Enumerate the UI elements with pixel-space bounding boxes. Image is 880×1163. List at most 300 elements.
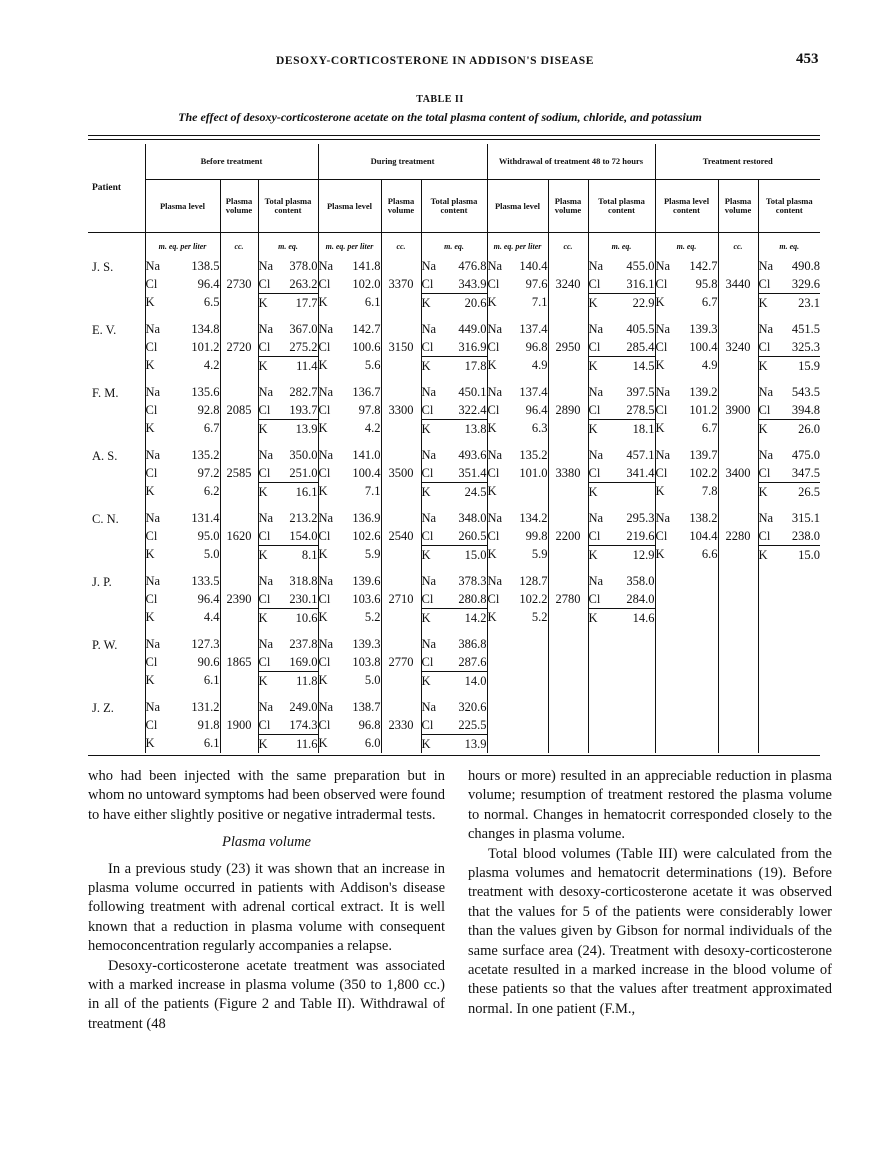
row-spacer: [88, 438, 820, 446]
ion-value: 4.9: [531, 358, 548, 372]
ion-value: 102.2: [689, 466, 718, 480]
ion-value: 6.1: [364, 295, 381, 309]
plasma-level-cell: [655, 383, 718, 438]
ion-value: 5.2: [531, 610, 548, 624]
ion-symbol: K: [258, 674, 268, 688]
ion-symbol: Na: [258, 259, 274, 273]
ion-symbol: Na: [421, 259, 437, 273]
ion-symbol: Cl: [318, 466, 331, 480]
ion-symbol: Cl: [259, 401, 279, 420]
ion-symbol: K: [421, 674, 431, 688]
ion-symbol: Cl: [422, 401, 444, 420]
table-top-rule-2: [88, 139, 820, 140]
ion-value: 14.2: [464, 611, 487, 625]
ion-symbol: K: [487, 295, 497, 309]
ion-symbol: K: [258, 548, 268, 562]
ion-value: 135.6: [191, 385, 220, 399]
ion-value: 455.0: [626, 259, 655, 273]
plasma-level-cell: [655, 635, 718, 690]
subheader-plasma-level: Plasma level: [145, 180, 220, 233]
ion-value: 450.1: [458, 385, 487, 399]
ion-symbol: Na: [487, 385, 503, 399]
plasma-volume-cell: 1865: [220, 635, 258, 690]
ion-symbol: Na: [145, 511, 161, 525]
patient-name: E. V.: [92, 323, 117, 337]
plasma-volume-cell: 3370: [381, 257, 421, 312]
ion-value: 405.5: [626, 322, 655, 336]
total-content-cell: [588, 446, 655, 501]
plasma-volume-cell: 2720: [220, 320, 258, 375]
ion-symbol: Na: [145, 574, 161, 588]
ion-value: 136.7: [352, 385, 381, 399]
subheader-total-plasma-content: Total plasma content: [588, 180, 655, 233]
ion-value: 101.2: [689, 403, 718, 417]
ion-symbol: Na: [655, 259, 671, 273]
plasma-level-cell: [318, 509, 381, 564]
unit-label: m. eq.: [758, 233, 820, 258]
plasma-level-cell: [318, 698, 381, 753]
ion-value: 6.7: [203, 421, 220, 435]
unit-label: cc.: [220, 233, 258, 258]
patient-name: J. Z.: [92, 701, 114, 715]
ion-symbol: Na: [588, 322, 604, 336]
ion-value: 6.7: [701, 295, 718, 309]
ion-symbol: Cl: [759, 464, 780, 483]
ion-value: 315.1: [791, 511, 821, 525]
table-bottom-rule: [88, 755, 820, 756]
ion-symbol: K: [318, 295, 328, 309]
ion-value: 13.9: [295, 422, 318, 436]
plasma-level-cell: [655, 257, 718, 312]
ion-symbol: K: [758, 422, 768, 436]
total-content-cell: [421, 320, 487, 375]
ion-value: 219.6: [611, 527, 654, 546]
ion-value: 341.4: [611, 464, 654, 483]
total-content-cell: [588, 383, 655, 438]
ion-value: 90.6: [197, 655, 220, 669]
ion-symbol: Na: [758, 322, 774, 336]
ion-value: 24.5: [464, 485, 487, 499]
total-content-cell: [588, 509, 655, 564]
ion-symbol: Cl: [422, 464, 444, 483]
ion-symbol: K: [588, 359, 598, 373]
table-row: [88, 698, 820, 753]
ion-value: 103.8: [352, 655, 381, 669]
unit-cell-empty: [88, 233, 145, 258]
ion-symbol: K: [145, 421, 155, 435]
ion-value: 142.7: [689, 259, 718, 273]
plasma-volume-cell: 3300: [381, 383, 421, 438]
ion-symbol: K: [258, 485, 268, 499]
ion-value: 96.4: [525, 403, 548, 417]
ion-value: 5.0: [364, 673, 381, 687]
plasma-volume-cell: 2540: [381, 509, 421, 564]
ion-value: 137.4: [519, 385, 548, 399]
ion-symbol: K: [145, 673, 155, 687]
ion-value: 102.2: [519, 592, 548, 606]
ion-symbol: Cl: [589, 590, 612, 609]
ion-symbol: Na: [655, 448, 671, 462]
ion-symbol: K: [588, 422, 598, 436]
plasma-level-cell: [318, 320, 381, 375]
ion-symbol: Cl: [422, 653, 444, 672]
ion-value: 11.6: [296, 737, 318, 751]
ion-symbol: K: [421, 485, 431, 499]
ion-value: 17.7: [295, 296, 318, 310]
paragraph: Desoxy-corticosterone acetate treatment was associated with a marked increase in plasma volume (350 to 1,800 cc.) in all of the patients (Figure 2 and Table II). Withdrawal of treatment (48: [88, 957, 445, 1032]
ion-value: 493.6: [458, 448, 487, 462]
ion-symbol: Cl: [145, 277, 158, 291]
ion-value: 278.5: [611, 401, 654, 420]
ion-value: 347.5: [780, 464, 821, 483]
ion-value: 92.8: [197, 403, 220, 417]
plasma-level-cell: [145, 572, 220, 627]
total-content-cell: [421, 635, 487, 690]
total-content-cell: [258, 509, 318, 564]
ion-value: 127.3: [191, 637, 220, 651]
ion-symbol: K: [655, 484, 665, 498]
ion-value: 135.2: [519, 448, 548, 462]
ion-value: 260.5: [444, 527, 487, 546]
ion-value: 193.7: [279, 401, 318, 420]
total-content-cell: [758, 509, 820, 564]
plasma-level-cell: [318, 635, 381, 690]
ion-value: 15.9: [798, 359, 821, 373]
ion-symbol: Cl: [422, 275, 444, 294]
total-content-cell: [258, 320, 318, 375]
plasma-level-cell: [145, 257, 220, 312]
ion-symbol: Na: [421, 385, 437, 399]
subheader-plasma-volume: Plasma volume: [548, 180, 588, 233]
ion-symbol: K: [145, 295, 155, 309]
ion-symbol: Cl: [422, 527, 444, 546]
row-spacer: [88, 690, 820, 698]
total-content-cell: [758, 572, 820, 627]
ion-symbol: Na: [258, 448, 274, 462]
ion-symbol: Cl: [655, 403, 668, 417]
ion-value: 139.6: [352, 574, 381, 588]
total-content-cell: [588, 257, 655, 312]
ion-value: 318.8: [289, 574, 318, 588]
section-heading: Plasma volume: [222, 834, 311, 851]
plasma-level-cell: [318, 572, 381, 627]
ion-symbol: Na: [487, 574, 503, 588]
ion-symbol: K: [145, 610, 155, 624]
subheader-plasma-level: Plasma level content: [655, 180, 718, 233]
table-row: [88, 257, 820, 312]
ion-value: 16.1: [295, 485, 318, 499]
ion-value: 100.4: [689, 340, 718, 354]
ion-value: 96.4: [197, 592, 220, 606]
ion-value: 230.1: [279, 590, 318, 609]
ion-symbol: K: [318, 484, 328, 498]
ion-value: 7.1: [531, 295, 548, 309]
ion-symbol: K: [145, 736, 155, 750]
ion-value: 282.7: [289, 385, 318, 399]
ion-value: 351.4: [444, 464, 487, 483]
ion-value: 6.6: [701, 547, 718, 561]
ion-symbol: Cl: [487, 529, 500, 543]
ion-value: 138.2: [689, 511, 718, 525]
ion-symbol: Cl: [259, 716, 279, 735]
plasma-volume-cell: [718, 572, 758, 627]
ion-value: 136.9: [352, 511, 381, 525]
ion-symbol: Cl: [759, 527, 780, 546]
plasma-level-cell: [487, 383, 548, 438]
ion-symbol: K: [318, 673, 328, 687]
total-content-cell: [588, 572, 655, 627]
plasma-volume-cell: [548, 635, 588, 690]
row-spacer: [88, 501, 820, 509]
patient-name: J. P.: [92, 575, 112, 589]
plasma-volume-cell: 2780: [548, 572, 588, 627]
ion-symbol: Cl: [589, 527, 612, 546]
paragraph: hours or more) resulted in an appreciable reduction in plasma volume; resumption of treatment restored the plasma volume to normal. Changes in hematocrit corresponded closely to the changes in plasma volume.: [468, 768, 832, 843]
ion-symbol: Cl: [589, 401, 612, 420]
ion-value: 213.2: [289, 511, 318, 525]
total-content-cell: [421, 572, 487, 627]
total-content-cell: [758, 698, 820, 753]
ion-value: 476.8: [458, 259, 487, 273]
plasma-level-cell: [655, 446, 718, 501]
left-column: [88, 767, 445, 1034]
running-title: DESOXY-CORTICOSTERONE IN ADDISON'S DISEASE: [276, 55, 595, 67]
paragraph: Total blood volumes (Table III) were calculated from the plasma volumes and hematocrit determinations (19). Before treatment with desoxy-corticosterone acetate it was observed that the values for 5 of the patients were considerably lower than the values given by Gibson for normal individuals of the same surface area (24). Treatment with desoxy-corticosterone acetate resulted in a marked increase in the blood volume of these patients so that the values after treatment approximated normal. In one patient (F.M.,: [468, 845, 832, 1017]
ion-value: 7.1: [364, 484, 381, 498]
ion-symbol: K: [487, 610, 497, 624]
total-content-cell: [758, 320, 820, 375]
ion-symbol: Na: [318, 385, 334, 399]
patient-name: F. M.: [92, 386, 119, 400]
ion-symbol: Na: [318, 637, 334, 651]
ion-value: 100.4: [352, 466, 381, 480]
ion-value: 138.5: [191, 259, 220, 273]
ion-symbol: Cl: [259, 527, 279, 546]
ion-value: 174.3: [279, 716, 318, 735]
plasma-volume-cell: 1900: [220, 698, 258, 753]
subheader-total-plasma-content: Total plasma content: [421, 180, 487, 233]
total-content-cell: [421, 257, 487, 312]
ion-symbol: Na: [655, 385, 671, 399]
table-row: [88, 572, 820, 627]
plasma-volume-cell: 2330: [381, 698, 421, 753]
ion-symbol: Na: [318, 448, 334, 462]
ion-symbol: Cl: [759, 275, 780, 294]
ion-value: 141.8: [352, 259, 381, 273]
ion-symbol: Na: [655, 511, 671, 525]
ion-symbol: Na: [258, 385, 274, 399]
paragraph: In a previous study (23) it was shown that an increase in plasma volume occurred in patients with Addison's disease following treatment with adrenal cortical extract. It is well known that a reduction in plasma volume with consequent hemoconcentration regularly accompanies a relapse.: [88, 860, 445, 955]
ion-symbol: Na: [318, 700, 334, 714]
ion-symbol: Na: [145, 700, 161, 714]
ion-symbol: Na: [758, 259, 774, 273]
total-content-cell: [421, 383, 487, 438]
ion-value: 280.8: [444, 590, 487, 609]
table-top-rule: [88, 135, 820, 136]
ion-symbol: Na: [421, 511, 437, 525]
plasma-volume-cell: 3380: [548, 446, 588, 501]
ion-value: 5.9: [531, 547, 548, 561]
table-label: TABLE II: [416, 94, 464, 105]
unit-label: m. eq. per liter: [145, 233, 220, 258]
unit-label: m. eq.: [258, 233, 318, 258]
ion-value: 97.2: [197, 466, 220, 480]
ion-symbol: Na: [145, 385, 161, 399]
ion-value: 95.0: [197, 529, 220, 543]
plasma-volume-cell: 3400: [718, 446, 758, 501]
ion-symbol: Cl: [259, 338, 279, 357]
plasma-volume-cell: 2585: [220, 446, 258, 501]
ion-value: 134.2: [519, 511, 548, 525]
ion-symbol: Na: [421, 637, 437, 651]
unit-label: m. eq.: [421, 233, 487, 258]
ion-value: 4.2: [364, 421, 381, 435]
ion-value: 348.0: [458, 511, 487, 525]
ion-symbol: Cl: [145, 403, 158, 417]
plasma-volume-cell: 2390: [220, 572, 258, 627]
ion-value: 139.7: [689, 448, 718, 462]
ion-value: 102.6: [352, 529, 381, 543]
plasma-level-cell: [655, 572, 718, 627]
ion-symbol: Na: [145, 637, 161, 651]
ion-symbol: K: [258, 422, 268, 436]
ion-value: 5.2: [364, 610, 381, 624]
ion-value: 139.3: [352, 637, 381, 651]
ion-symbol: Na: [758, 448, 774, 462]
ion-symbol: Cl: [655, 340, 668, 354]
plasma-level-cell: [318, 446, 381, 501]
ion-value: 20.6: [464, 296, 487, 310]
ion-value: 131.4: [191, 511, 220, 525]
group-header: Withdrawal of treatment 48 to 72 hours: [487, 144, 655, 180]
table-row: [88, 383, 820, 438]
subheader-plasma-level: Plasma level: [318, 180, 381, 233]
ion-symbol: K: [421, 422, 431, 436]
ion-value: 295.3: [626, 511, 655, 525]
plasma-volume-cell: 3440: [718, 257, 758, 312]
ion-symbol: Na: [421, 574, 437, 588]
ion-value: 96.8: [525, 340, 548, 354]
ion-value: 101.0: [519, 466, 548, 480]
plasma-level-cell: [318, 383, 381, 438]
ion-value: 263.2: [279, 275, 318, 294]
ion-value: 8.1: [301, 548, 318, 562]
ion-value: 350.0: [289, 448, 318, 462]
unit-label: cc.: [381, 233, 421, 258]
total-content-cell: [758, 446, 820, 501]
subheader-total-plasma-content: Total plasma content: [758, 180, 820, 233]
ion-value: 6.3: [531, 421, 548, 435]
ion-value: 329.6: [780, 275, 821, 294]
ion-symbol: Cl: [422, 590, 444, 609]
total-content-cell: [258, 446, 318, 501]
total-content-cell: [421, 446, 487, 501]
plasma-level-cell: [655, 509, 718, 564]
ion-symbol: Cl: [145, 718, 158, 732]
patient-name: J. S.: [92, 260, 114, 274]
ion-symbol: K: [258, 359, 268, 373]
plasma-volume-cell: 1620: [220, 509, 258, 564]
plasma-volume-cell: 3240: [548, 257, 588, 312]
ion-value: 6.0: [364, 736, 381, 750]
plasma-level-cell: [145, 509, 220, 564]
ion-symbol: K: [318, 547, 328, 561]
ion-value: 6.1: [203, 736, 220, 750]
table-row: [88, 509, 820, 564]
total-content-cell: [258, 383, 318, 438]
ion-value: 5.6: [364, 358, 381, 372]
ion-value: 133.5: [191, 574, 220, 588]
plasma-volume-cell: 3900: [718, 383, 758, 438]
ion-symbol: K: [145, 484, 155, 498]
total-content-cell: [588, 320, 655, 375]
ion-symbol: Cl: [318, 592, 331, 606]
ion-symbol: Cl: [318, 529, 331, 543]
ion-symbol: Cl: [487, 340, 500, 354]
plasma-volume-cell: 3240: [718, 320, 758, 375]
ion-symbol: Cl: [589, 338, 612, 357]
ion-value: 103.6: [352, 592, 381, 606]
ion-value: 26.0: [798, 422, 821, 436]
ion-symbol: Cl: [759, 338, 780, 357]
ion-value: 169.0: [279, 653, 318, 672]
ion-symbol: K: [318, 358, 328, 372]
ion-value: 13.9: [464, 737, 487, 751]
plasma-volume-cell: 3150: [381, 320, 421, 375]
ion-value: 97.6: [525, 277, 548, 291]
ion-value: 138.7: [352, 700, 381, 714]
ion-value: 13.8: [464, 422, 487, 436]
group-header: During treatment: [318, 144, 487, 180]
ion-symbol: Cl: [422, 716, 444, 735]
ion-value: 325.3: [780, 338, 821, 357]
ion-value: 449.0: [458, 322, 487, 336]
ion-symbol: Cl: [759, 401, 780, 420]
ion-symbol: Cl: [487, 277, 500, 291]
ion-symbol: Na: [145, 259, 161, 273]
ion-symbol: Na: [145, 448, 161, 462]
plasma-level-cell: [487, 698, 548, 753]
row-spacer: [88, 627, 820, 635]
unit-label: m. eq.: [655, 233, 718, 258]
plasma-level-cell: [318, 257, 381, 312]
ion-symbol: Na: [258, 637, 274, 651]
ion-value: 140.4: [519, 259, 548, 273]
total-content-cell: [758, 383, 820, 438]
ion-value: 96.4: [197, 277, 220, 291]
ion-value: 394.8: [780, 401, 821, 420]
ion-symbol: Na: [487, 448, 503, 462]
ion-symbol: K: [758, 296, 768, 310]
ion-value: 378.0: [289, 259, 318, 273]
total-content-cell: [588, 635, 655, 690]
data-table: [88, 144, 820, 753]
ion-symbol: K: [588, 296, 598, 310]
ion-symbol: Na: [421, 448, 437, 462]
ion-symbol: Na: [588, 259, 604, 273]
ion-symbol: Cl: [318, 718, 331, 732]
ion-symbol: K: [421, 737, 431, 751]
ion-symbol: Na: [421, 322, 437, 336]
plasma-level-cell: [487, 446, 548, 501]
ion-value: 141.0: [352, 448, 381, 462]
ion-symbol: Cl: [487, 403, 500, 417]
ion-symbol: K: [318, 736, 328, 750]
ion-symbol: K: [588, 485, 598, 499]
ion-value: 137.4: [519, 322, 548, 336]
ion-symbol: Na: [318, 322, 334, 336]
total-content-cell: [421, 698, 487, 753]
